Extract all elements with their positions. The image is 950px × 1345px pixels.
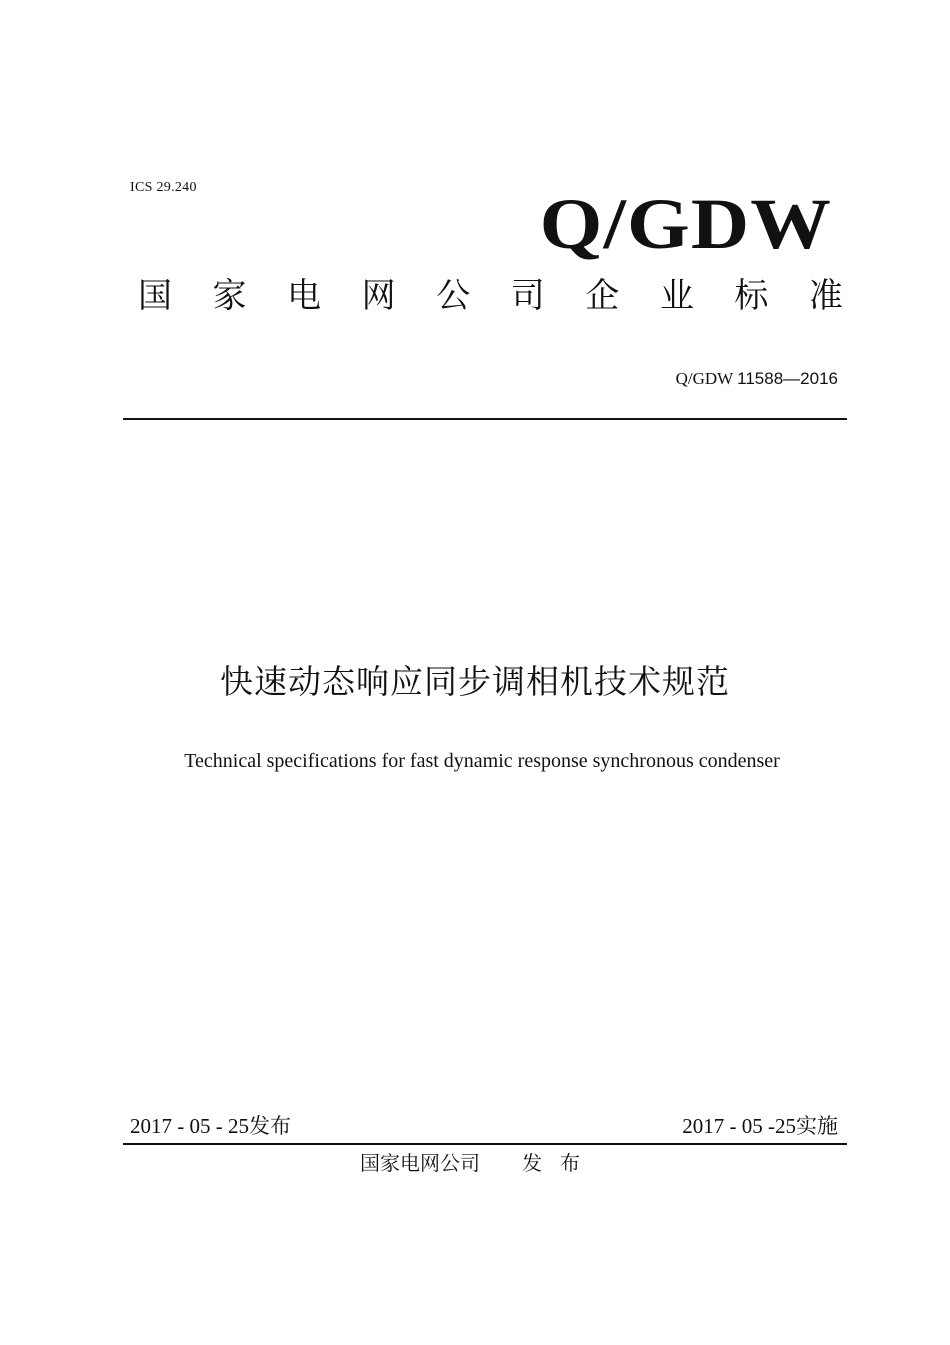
- organization-char: 家: [212, 276, 247, 316]
- organization-char: 司: [510, 276, 545, 316]
- organization-char: 国: [138, 276, 172, 316]
- bottom-divider: [123, 1143, 847, 1145]
- publisher-name: 国家电网公司: [360, 1151, 480, 1175]
- ics-code: ICS 29.240: [130, 180, 197, 195]
- organization-char: 标: [734, 276, 769, 316]
- effective-date: [682, 1112, 838, 1140]
- organization-char: 业: [659, 276, 694, 316]
- document-title-chinese: 快速动态响应同步调相机技术规范: [220, 662, 730, 701]
- top-divider: [123, 418, 847, 420]
- organization-char: 网: [361, 276, 396, 316]
- issue-date-label: 发布: [249, 1114, 291, 1138]
- document-title-english: Technical specifications for fast dynamic response synchronous condenser: [184, 750, 780, 772]
- standard-prefix: Q/GDW: [675, 369, 733, 388]
- organization-char: 公: [436, 276, 471, 316]
- standard-logo: Q/GDW: [539, 184, 832, 264]
- standard-number: [676, 368, 838, 390]
- publisher: [360, 1150, 598, 1176]
- organization-char: 准: [808, 276, 843, 316]
- organization-name: [138, 274, 843, 318]
- organization-char: 电: [287, 276, 322, 316]
- standard-code: 11588—2016: [737, 369, 838, 388]
- organization-char: 企: [585, 276, 620, 316]
- effective-date-value: 2017 - 05 -25: [682, 1114, 796, 1138]
- effective-date-label: 实施: [796, 1114, 838, 1138]
- issue-date: [130, 1112, 291, 1140]
- issue-date-value: 2017 - 05 - 25: [130, 1114, 249, 1138]
- publisher-action: 发布: [522, 1151, 598, 1175]
